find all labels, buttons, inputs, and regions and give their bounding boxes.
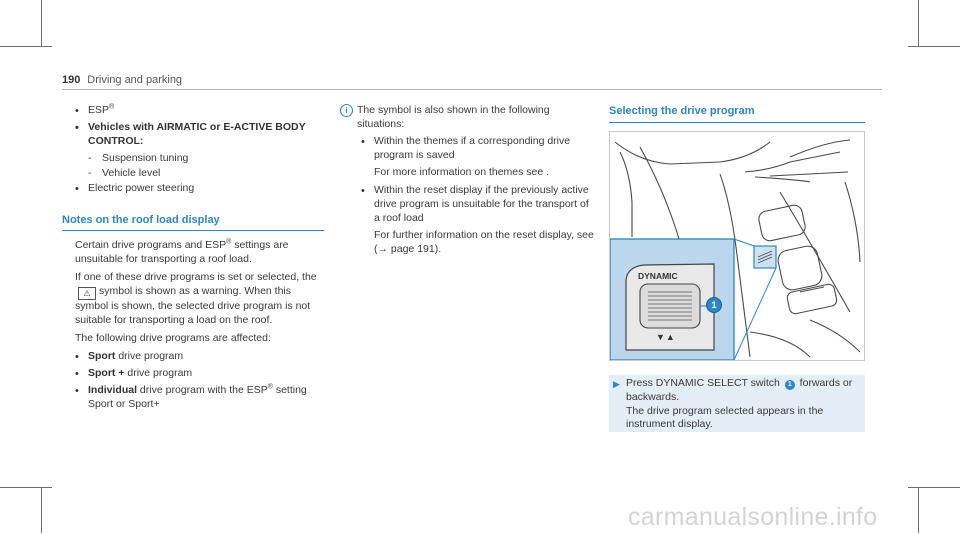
callout-badge: 1 <box>706 297 722 313</box>
sub-list <box>62 152 324 181</box>
bullet-list <box>357 184 595 226</box>
crop-mark <box>41 0 42 46</box>
section-heading: Notes on the roof load display <box>62 213 324 232</box>
sub-item: - Suspension tuning <box>88 152 324 166</box>
note-text: The symbol is also shown in the following situations: <box>357 104 550 130</box>
page-header <box>62 73 882 88</box>
console-drawing <box>610 132 864 360</box>
list-item: • ESP® <box>75 104 324 118</box>
crop-mark <box>908 46 960 47</box>
list-item: • Electric power steering <box>75 182 324 196</box>
crop-mark <box>918 487 919 533</box>
list-item: • Vehicles with AIRMATIC or E-ACTIVE BODY CONTROL: <box>75 121 324 149</box>
info-icon: i <box>340 104 353 117</box>
callout-badge: 1 <box>785 380 795 390</box>
crop-mark <box>41 487 42 533</box>
action-text: Press DYNAMIC SELECT switch 1 forwards or backwards. The drive program selected appears in the instrument display. <box>626 376 853 431</box>
crop-mark <box>908 487 960 488</box>
column-middle <box>340 104 595 261</box>
section-heading: Selecting the drive program <box>609 104 865 123</box>
bullet-list <box>62 104 324 149</box>
page-ref-arrow-icon: → <box>377 242 388 255</box>
program-list <box>62 350 324 412</box>
paragraph: For further information on the reset display, see (→ page 191). <box>374 228 594 255</box>
bullet-list <box>357 135 595 163</box>
sub-item: - Vehicle level <box>88 167 324 181</box>
paragraph: If one of these drive programs is set or selected, the⚠ symbol is shown as a warning. When this symbol is shown, the selected drive program is not suitable for transporting a load on the roof. <box>75 271 317 327</box>
switch-label: DYNAMIC <box>638 270 678 281</box>
roof-load-warning-icon: ⚠ <box>78 287 96 300</box>
console-illustration <box>609 131 865 361</box>
page-number: 190 <box>62 74 81 86</box>
paragraph: For more information on themes see . <box>374 165 550 178</box>
crop-mark <box>0 46 52 47</box>
info-note <box>340 104 595 257</box>
paragraph: Certain drive programs and ESP® settings are unsuitable for transporting a roof load. <box>75 238 289 266</box>
crop-mark <box>0 487 52 488</box>
crop-mark <box>918 0 919 46</box>
action-arrow-icon: ▶ <box>613 378 620 389</box>
header-divider <box>62 89 882 90</box>
list-item: • Sport + drive program <box>75 367 324 381</box>
action-step <box>609 375 865 433</box>
column-right <box>609 104 865 432</box>
list-item: • Individual drive program with the ESP® setting Sport or Sport+ <box>75 384 324 412</box>
list-item: • Sport drive program <box>75 350 324 364</box>
watermark: carmanualsonline.info <box>628 503 878 531</box>
paragraph: The following drive programs are affected: <box>75 332 271 345</box>
list-item: • Within the reset display if the previously active drive program is unsuitable for the transport of a roof load <box>361 184 595 226</box>
list-item: • Within the themes if a corresponding drive program is saved <box>361 135 595 163</box>
section-name: Driving and parking <box>87 74 183 86</box>
column-left <box>62 104 324 415</box>
direction-arrows-icon: ▼▲ <box>656 331 676 342</box>
bullet-list <box>62 182 324 196</box>
